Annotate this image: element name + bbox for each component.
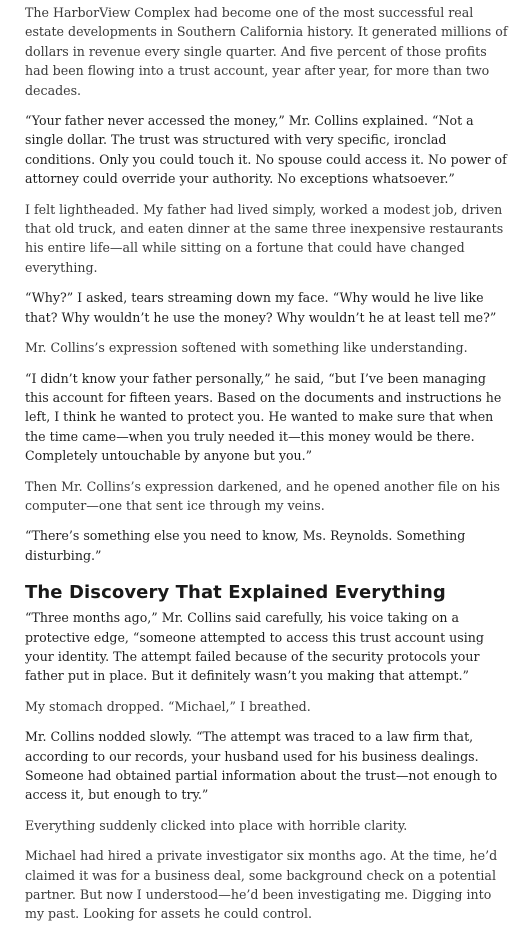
paragraph-harborview: The HarborView Complex had become one of the most successful real estate developments in Southern California history. It generated millions of dollars in revenue every single quarter. And five percent of those profits had been flowing into a trust account, year after year, for more than two decades. xyxy=(25,5,508,98)
paragraph-three-months-ago: “Three months ago,” Mr. Collins said carefully, his voice taking on a protective edge, “someone attempted to access this trust account using your identity. The attempt failed because of the security protocols your father put in place. But it definitely wasn’t you making that attempt.” xyxy=(25,610,484,684)
paragraph-father-never-accessed: “Your father never accessed the money,” Mr. Collins explained. “Not a single dollar. The trust was structured with very specific, ironclad conditions. Only you could touch it. No spouse could access it. No power of attorney could override your authority. No exceptions whatsoever.” xyxy=(25,113,507,187)
paragraph-something-disturbing: “There’s something else you need to know, Ms. Reynolds. Something disturbing.” xyxy=(25,528,466,563)
article-body xyxy=(25,3,509,935)
paragraph-why-asked: “Why?” I asked, tears streaming down my face. “Why would he live like that? Why wouldn’t he use the money? Why wouldn’t he at least tell me?” xyxy=(25,290,497,325)
paragraph-managing-account: “I didn’t know your father personally,” he said, “but I’ve been managing this account for fifteen years. Based on the documents and instructions he left, I think he wanted to protect you. He wanted to make sure that when the time came—when you truly needed it—this money would be there. Completely untouchable by anyone but you.” xyxy=(25,370,502,464)
paragraph-private-investigator: Michael had hired a private investigator six months ago. At the time, he’d claimed it was for a business deal, some background check on a potential partner. But now I understood—he’d been investigating me. Digging into my past. Looking for assets he could control. xyxy=(25,848,498,922)
paragraph-collins-nodded: Mr. Collins nodded slowly. “The attempt was traced to a law firm that, according to our records, your husband used for his business dealings. Someone had obtained partial information about the trust—not enough to access it, but enough to try.” xyxy=(25,729,498,803)
paragraph-felt-lightheaded: I felt lightheaded. My father had lived simply, worked a modest job, driven that old truck, and eaten dinner at the same three inexpensive restaurants his entire life—all while sitting on a fortune that could have changed everything. xyxy=(25,201,504,275)
paragraph-expression-darkened: Then Mr. Collins’s expression darkened, and he opened another file on his computer—one that sent ice through my veins. xyxy=(25,478,501,513)
paragraph-stomach-dropped: My stomach dropped. “Michael,” I breathed. xyxy=(25,698,311,714)
section-heading: The Discovery That Explained Everything xyxy=(25,582,446,604)
paragraph-expression-softened: Mr. Collins’s expression softened with something like understanding. xyxy=(25,340,468,356)
paragraph-clicked-into-place: Everything suddenly clicked into place with horrible clarity. xyxy=(25,817,408,833)
